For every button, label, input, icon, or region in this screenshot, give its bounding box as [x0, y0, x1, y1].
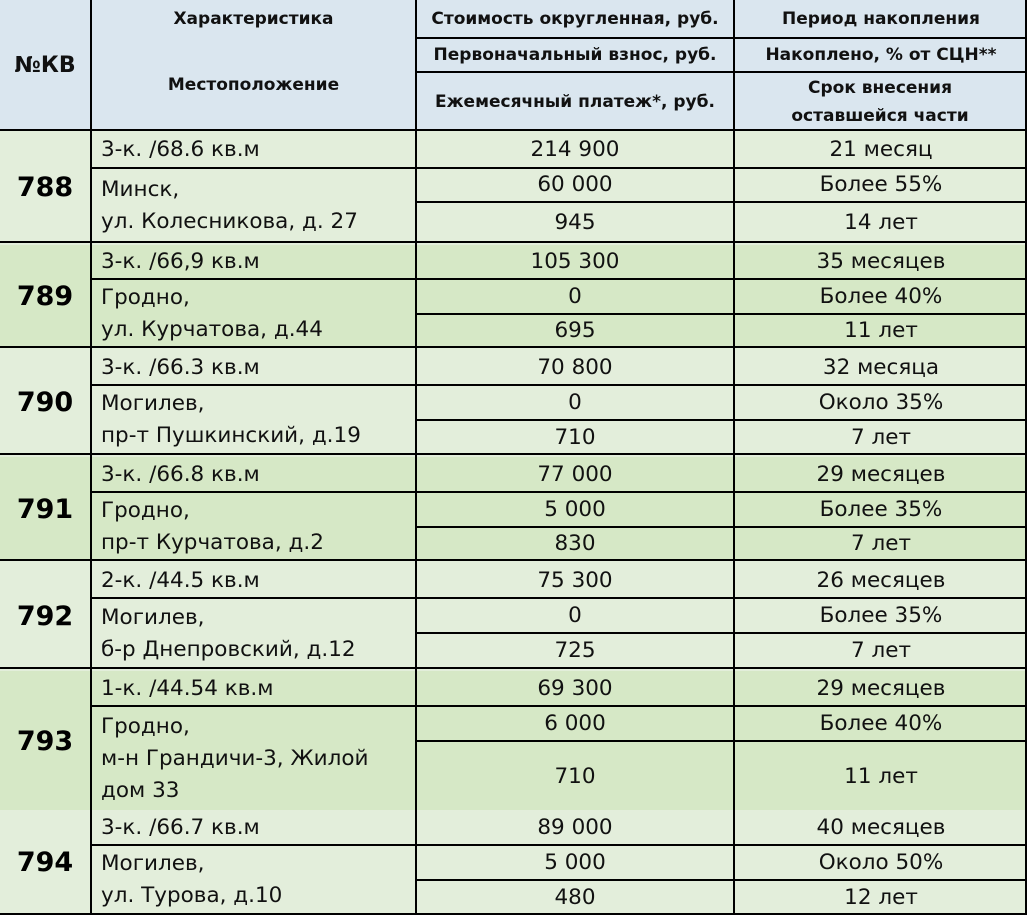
term-cell: 7 лет [850, 531, 911, 556]
location-line: б-р Днепровский, д.12 [101, 636, 356, 662]
term-cell: 12 лет [844, 884, 918, 910]
monthly-payment-cell: 945 [554, 209, 596, 235]
cell-divider [415, 201, 1027, 203]
cost-cell: 69 300 [537, 675, 613, 701]
term-cell: 11 лет [844, 318, 918, 343]
apartment-number: 793 [16, 726, 74, 757]
cell-divider [90, 491, 417, 493]
characteristic-text: 2-к. /44.5 кв.м [101, 567, 260, 593]
table-row [0, 245, 1027, 348]
characteristic-text: 3-к. /66.8 кв.м [101, 461, 260, 487]
cost-cell: 75 300 [537, 567, 613, 593]
apartment-number: 788 [16, 171, 74, 203]
period-cell: 21 месяц [829, 136, 933, 162]
location-line: ул. Колесникова, д. 27 [101, 208, 358, 234]
location-line: пр-т Курчатова, д.2 [101, 529, 324, 555]
cell-divider [90, 384, 417, 386]
table-row [0, 810, 1027, 915]
location-line: м-н Грандичи-3, Жилой [101, 746, 369, 771]
accumulated-cell: Более 35% [819, 496, 943, 522]
cell-divider [90, 844, 417, 846]
location-line: ул. Турова, д.10 [101, 883, 283, 908]
cell-divider [415, 526, 1027, 528]
period-cell: 35 месяцев [816, 249, 946, 274]
location-cell [92, 706, 415, 812]
location-city: Гродно, [101, 714, 190, 739]
cell-divider [415, 740, 1027, 742]
location-city: Гродно, [101, 497, 190, 523]
term-cell: 14 лет [844, 209, 918, 235]
accumulated-cell: Более 55% [819, 172, 943, 197]
location-line: дом 33 [101, 778, 180, 803]
cell-divider [415, 313, 1027, 315]
table-row [0, 457, 1027, 561]
apartment-number: 792 [16, 600, 74, 632]
down-payment-cell: 0 [568, 283, 582, 309]
location-city: Могилев, [101, 391, 205, 416]
cost-cell: 70 800 [537, 354, 613, 380]
header-divider [415, 71, 1027, 73]
cell-divider [415, 705, 1027, 707]
grid-line [90, 0, 92, 915]
header-divider [415, 37, 1027, 39]
down-payment-cell: 5 000 [544, 849, 606, 875]
term-cell: 7 лет [850, 424, 911, 450]
period-cell: 29 месяцев [816, 461, 946, 487]
down-payment-cell: 6 000 [544, 710, 606, 736]
monthly-payment-cell: 695 [554, 318, 596, 343]
cell-divider [415, 879, 1027, 881]
characteristic-cell [92, 350, 415, 385]
header-characteristic: Характеристика [173, 9, 334, 29]
cell-divider [90, 167, 417, 169]
location-cell [92, 279, 415, 348]
cost-cell: 77 000 [537, 461, 613, 487]
header-accumulated: Накоплено, % от СЦН** [765, 45, 997, 65]
characteristic-cell [92, 671, 415, 706]
characteristic-cell [92, 563, 415, 598]
characteristic-text: 3-к. /66,9 кв.м [101, 249, 260, 274]
accumulated-cell: Около 35% [818, 389, 944, 415]
characteristic-cell [92, 131, 415, 168]
location-cell [92, 845, 415, 915]
term-cell: 7 лет [850, 638, 911, 663]
cell-divider [415, 384, 1027, 386]
apartment-number: 790 [16, 387, 74, 418]
characteristic-cell [92, 245, 415, 279]
cell-divider [415, 419, 1027, 421]
cell-divider [415, 491, 1027, 493]
table-row [0, 131, 1027, 243]
location-cell [92, 492, 415, 561]
monthly-payment-cell: 725 [554, 638, 596, 663]
down-payment-cell: 60 000 [537, 172, 613, 197]
cost-cell: 89 000 [537, 814, 613, 840]
cost-cell: 214 900 [530, 136, 620, 162]
period-cell: 32 месяца [822, 354, 940, 380]
location-cell [92, 168, 415, 243]
characteristic-text: 3-к. /66.3 кв.м [101, 354, 260, 380]
accumulated-cell: Более 40% [819, 710, 943, 736]
header-term: Срок внесения оставшейся части [791, 77, 969, 126]
table-row [0, 350, 1027, 455]
header-period: Период накопления [782, 9, 980, 29]
down-payment-cell: 5 000 [544, 496, 606, 522]
cell-divider [415, 167, 1027, 169]
cell-divider [415, 844, 1027, 846]
monthly-payment-cell: 710 [554, 763, 596, 789]
table-row [0, 671, 1027, 812]
header-cost: Стоимость округленная, руб. [431, 9, 719, 29]
location-line: пр-т Пушкинский, д.19 [101, 423, 361, 448]
accumulated-cell: Более 40% [819, 283, 943, 309]
characteristic-text: 3-к. /68.6 кв.м [101, 136, 260, 162]
cell-divider [415, 597, 1027, 599]
characteristic-text: 1-к. /44.54 кв.м [101, 675, 274, 701]
monthly-payment-cell: 480 [554, 884, 596, 910]
location-city: Минск, [101, 176, 180, 202]
down-payment-cell: 0 [568, 602, 582, 628]
period-cell: 40 месяцев [816, 814, 946, 840]
period-cell: 26 месяцев [816, 567, 946, 593]
cost-cell: 105 300 [530, 249, 620, 274]
location-line: ул. Курчатова, д.44 [101, 316, 323, 342]
header-monthly: Ежемесячный платеж*, руб. [435, 91, 715, 112]
location-city: Могилев, [101, 604, 205, 630]
grid-line [733, 0, 735, 915]
apartment-number: 794 [16, 847, 74, 878]
accumulated-cell: Более 35% [819, 602, 943, 628]
cell-divider [415, 632, 1027, 634]
apartment-number: 791 [16, 493, 74, 525]
cell-divider [90, 278, 417, 280]
characteristic-cell [92, 457, 415, 492]
header-down-payment: Первоначальный взнос, руб. [433, 45, 717, 65]
characteristic-text: 3-к. /66.7 кв.м [101, 814, 260, 840]
header-location: Местоположение [167, 74, 340, 95]
period-cell: 29 месяцев [816, 675, 946, 701]
characteristic-cell [92, 810, 415, 845]
location-city: Могилев, [101, 851, 205, 876]
monthly-payment-cell: 830 [554, 531, 596, 556]
grid-line [415, 0, 417, 915]
cell-divider [90, 705, 417, 707]
accumulated-cell: Около 50% [818, 849, 944, 875]
location-city: Гродно, [101, 284, 190, 310]
cell-divider [415, 278, 1027, 280]
cell-divider [90, 597, 417, 599]
term-cell: 11 лет [844, 763, 918, 789]
location-cell [92, 598, 415, 669]
down-payment-cell: 0 [568, 389, 582, 415]
table-row [0, 563, 1027, 669]
location-cell [92, 385, 415, 455]
header-row [0, 0, 1027, 131]
header-num: №КВ [14, 53, 76, 78]
apartment-number: 789 [16, 281, 74, 312]
monthly-payment-cell: 710 [554, 424, 596, 450]
